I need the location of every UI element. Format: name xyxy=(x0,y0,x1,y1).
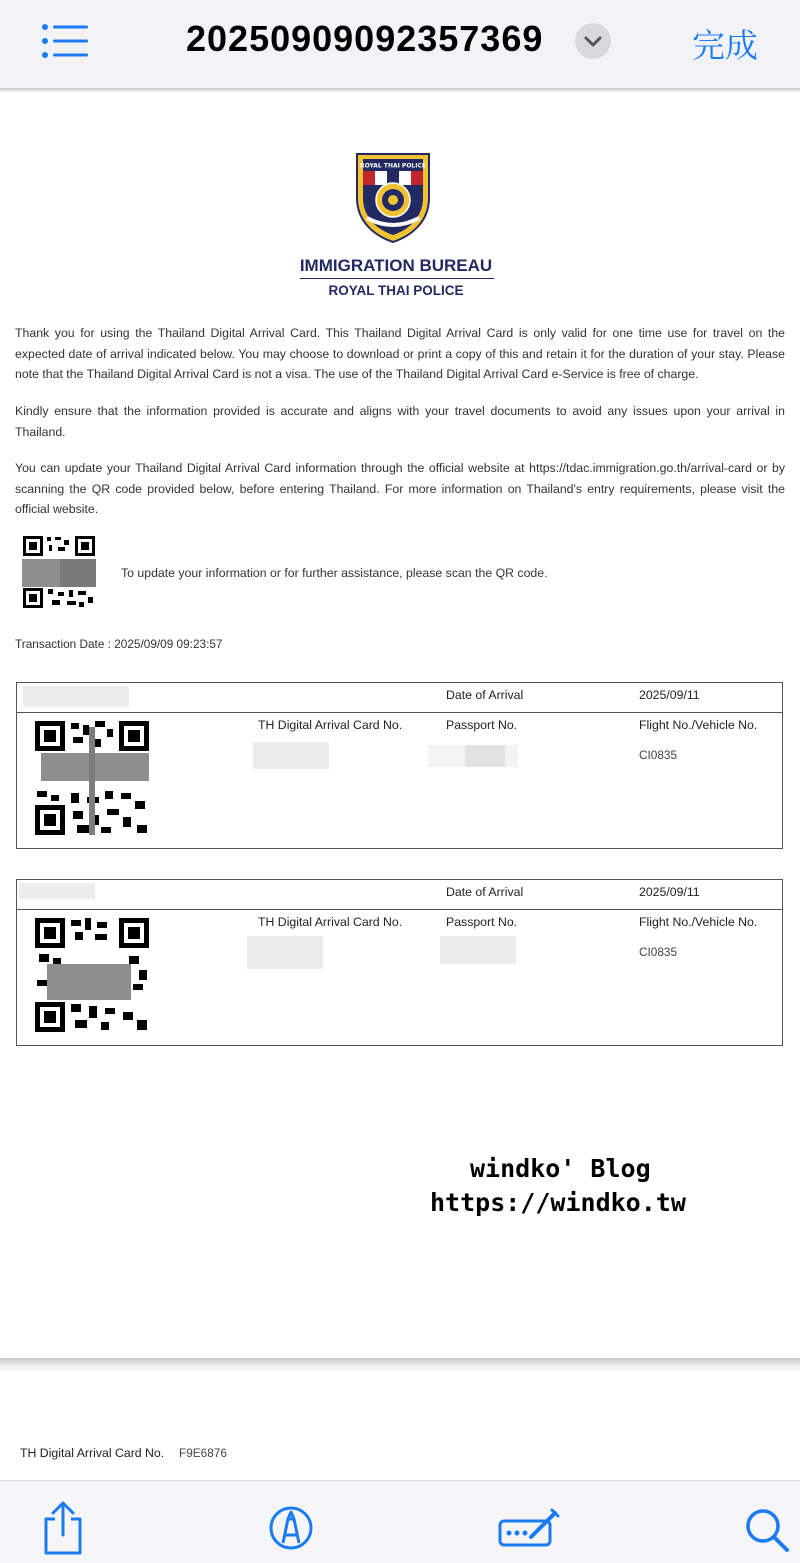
card-header-divider xyxy=(17,909,782,910)
flight-number-label: Flight No./Vehicle No. xyxy=(639,915,758,929)
intro-paragraph-3: You can update your Thailand Digital Arrival Card information through the official website at https://tdac.immigration.go.th/arrival-card or by scanning the QR code provided below, before entering Thailand. For more information on Thailand's entry requirements, please visit the official website. xyxy=(15,461,785,516)
transaction-date xyxy=(15,637,222,651)
arrival-card-qr-code xyxy=(35,721,149,835)
navigation-bar xyxy=(0,0,800,88)
title-divider xyxy=(300,278,494,279)
markup-pen-icon[interactable] xyxy=(268,1505,314,1551)
date-of-arrival-label: Date of Arrival xyxy=(446,688,524,702)
next-page-card-number-value: F9E6876 xyxy=(179,1446,227,1460)
royal-thai-police-emblem xyxy=(353,150,433,244)
document-title: 20250909092357369 xyxy=(186,18,544,59)
next-page-card-number-label: TH Digital Arrival Card No. xyxy=(20,1446,165,1460)
flight-number-value: CI0835 xyxy=(639,748,678,762)
redacted-traveler-name xyxy=(23,686,129,707)
intro-paragraph-1: Thank you for using the Thailand Digital Arrival Card. This Thailand Digital Arrival Card is only valid for one time use for travel on the expected date of arrival indicated below. You may choose to download or print a copy of this and retain it for the duration of your stay. Please note that the Thailand Digital Arrival Card is not a visa. The use of the Thailand Digital Arrival Card e-Service is free of charge. xyxy=(15,326,785,381)
transaction-date-value: 2025/09/09 09:23:57 xyxy=(114,637,223,651)
card-number-label: TH Digital Arrival Card No. xyxy=(258,915,403,929)
redacted-card-number xyxy=(247,936,323,969)
qr-code-icon[interactable] xyxy=(22,535,96,609)
passport-number-label: Passport No. xyxy=(446,915,518,929)
arrival-card-1 xyxy=(16,682,783,849)
done-button[interactable]: 完成 xyxy=(692,26,758,65)
chevron-down-icon xyxy=(575,23,611,59)
page-break xyxy=(0,1358,800,1374)
redacted-passport-number-core xyxy=(465,745,505,767)
update-instruction: To update your information or for further assistance, please scan the QR code. xyxy=(121,566,548,580)
bureau-title: IMMIGRATION BUREAU xyxy=(299,256,493,275)
flight-number-label: Flight No./Vehicle No. xyxy=(639,718,758,732)
search-icon[interactable] xyxy=(744,1507,790,1553)
transaction-date-label: Transaction Date : xyxy=(15,637,111,651)
date-of-arrival-value: 2025/09/11 xyxy=(639,688,700,702)
flight-number-value: CI0835 xyxy=(639,945,678,959)
card-header-divider xyxy=(17,712,782,713)
arrival-card-2 xyxy=(16,879,783,1046)
redacted-traveler-name xyxy=(19,883,95,899)
bureau-subtitle: ROYAL THAI POLICE xyxy=(328,283,464,298)
card-number-label: TH Digital Arrival Card No. xyxy=(258,718,403,732)
watermark-blog-url: https://windko.tw xyxy=(430,1188,686,1217)
form-fill-icon[interactable] xyxy=(497,1507,561,1549)
share-icon[interactable] xyxy=(40,1501,86,1555)
date-of-arrival-value: 2025/09/11 xyxy=(639,885,700,899)
arrival-card-qr-code xyxy=(35,918,149,1032)
watermark-blog-name: windko' Blog xyxy=(470,1154,651,1183)
list-icon[interactable] xyxy=(40,22,90,60)
redacted-card-number xyxy=(253,742,329,769)
redacted-passport-number xyxy=(440,936,516,964)
svg-text:ROYAL THAI POLICE: ROYAL THAI POLICE xyxy=(360,162,426,170)
intro-paragraph-2: Kindly ensure that the information provided is accurate and aligns with your travel documents to avoid any issues upon your arrival in Thailand. xyxy=(15,404,785,439)
passport-number-label: Passport No. xyxy=(446,718,518,732)
title-menu-button[interactable] xyxy=(575,23,611,59)
bottom-toolbar xyxy=(0,1480,800,1563)
date-of-arrival-label: Date of Arrival xyxy=(446,885,524,899)
